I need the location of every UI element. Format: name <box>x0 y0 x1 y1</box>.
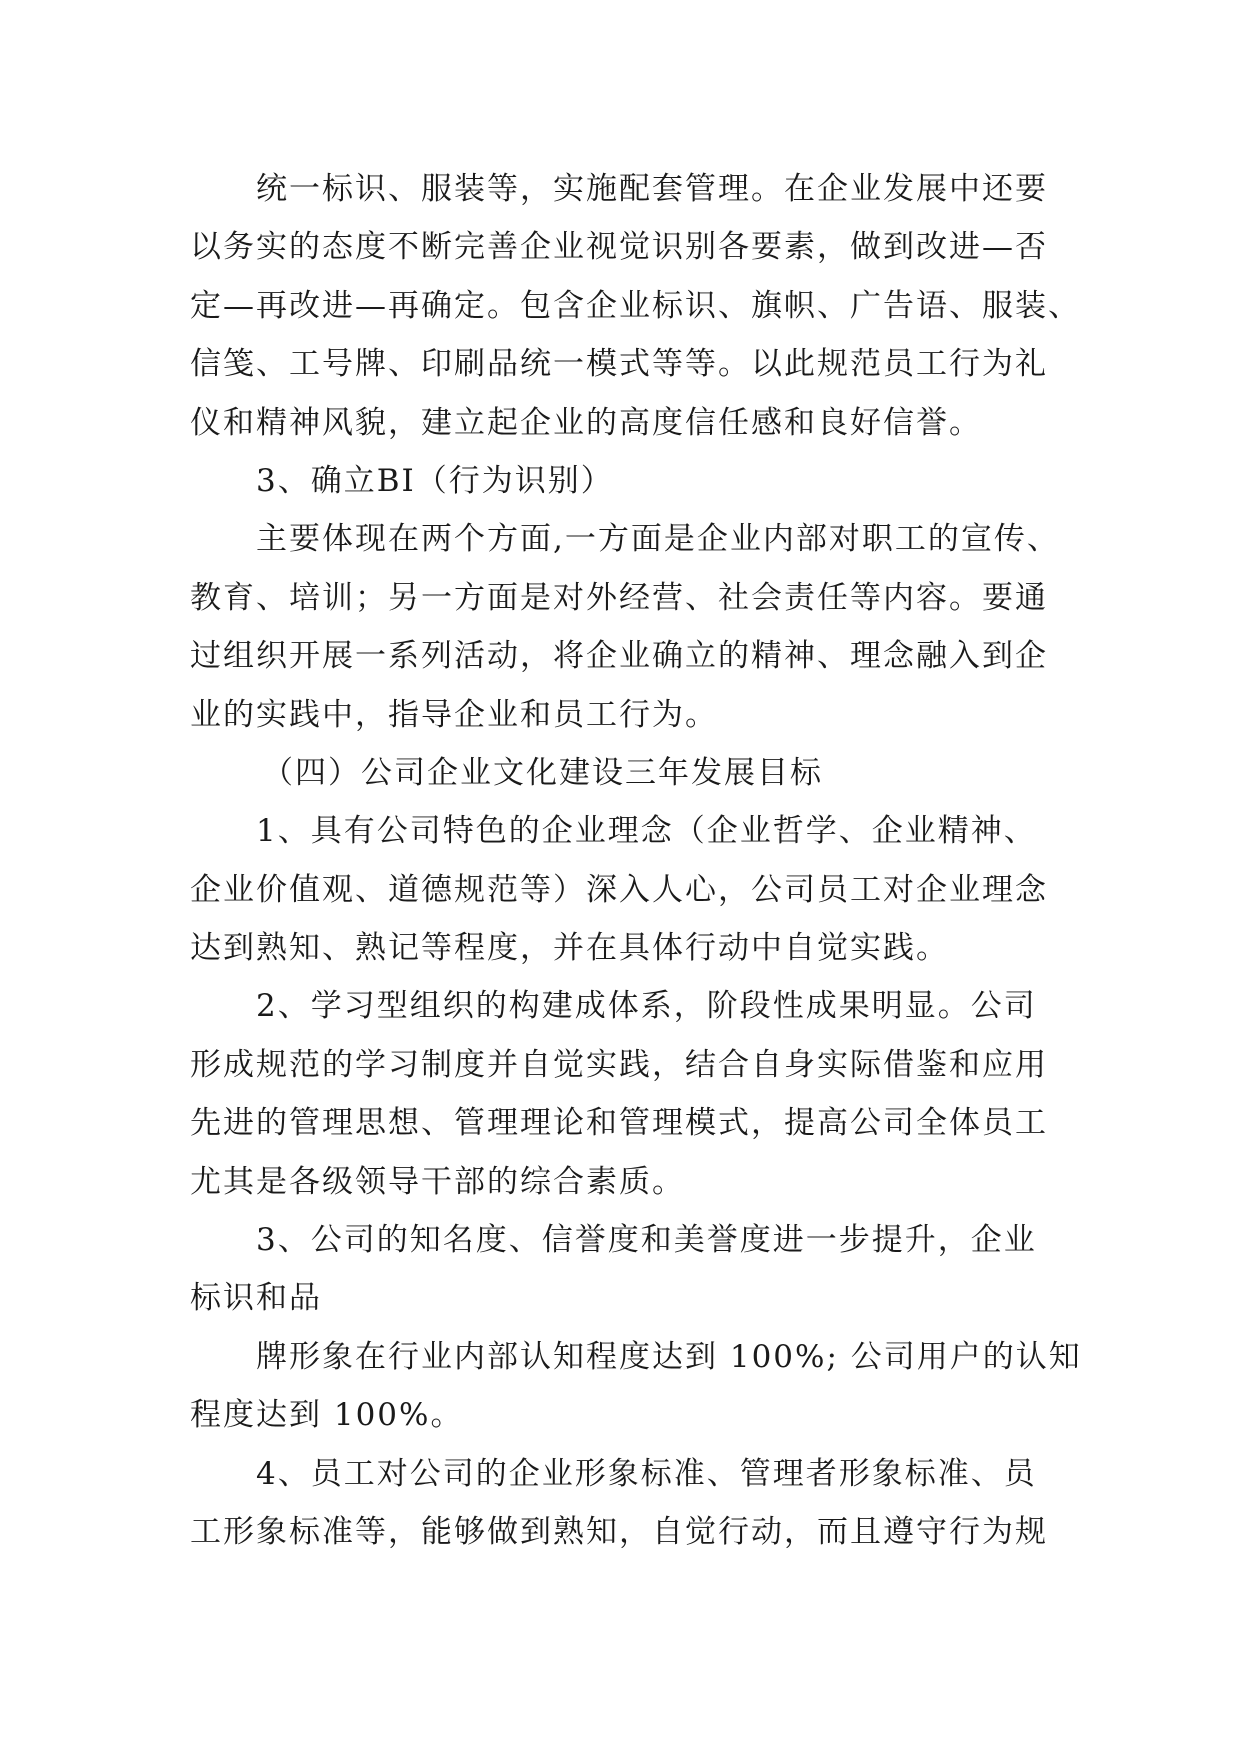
paragraph-line: 统一标识、服装等，实施配套管理。在企业发展中还要 <box>256 171 1048 207</box>
paragraph-line: 企业价值观、道德规范等）深入人心，公司员工对企业理念 <box>190 871 1048 908</box>
paragraph-line: 过组织开展一系列活动，将企业确立的精神、理念融入到企 <box>190 638 1048 675</box>
paragraph-line: 牌形象在行业内部认知程度达到 100%; 公司用户的认知 <box>256 1338 1082 1375</box>
document-body <box>190 160 1082 1561</box>
paragraph-line: 程度达到 100%。 <box>190 1397 464 1434</box>
paragraph-line: 信笺、工号牌、印刷品统一模式等等。以此规范员工行为礼 <box>190 346 1048 383</box>
paragraph-line: 尤其是各级领导干部的综合素质。 <box>190 1163 685 1200</box>
section-heading: （四）公司企业文化建设三年发展目标 <box>262 754 823 791</box>
paragraph-line: 仪和精神风貌，建立起企业的高度信任感和良好信誉。 <box>190 404 982 441</box>
paragraph-line: 业的实践中，指导企业和员工行为。 <box>190 696 718 733</box>
paragraph-line: 先进的管理思想、管理理论和管理模式，提高公司全体员工 <box>190 1105 1048 1142</box>
paragraph-line: 3、公司的知名度、信誉度和美誉度进一步提升，企业 <box>256 1222 1037 1259</box>
paragraph-line: 达到熟知、熟记等程度，并在具体行动中自觉实践。 <box>190 930 949 967</box>
section-heading: 3、确立BI（行为识别） <box>256 462 614 499</box>
paragraph-line: 定—再改进—再确定。包含企业标识、旗帜、广告语、服装、 <box>190 287 1081 324</box>
paragraph-line: 工形象标准等，能够做到熟知，自觉行动，而且遵守行为规 <box>190 1513 1048 1550</box>
paragraph-line: 形成规范的学习制度并自觉实践，结合自身实际借鉴和应用 <box>190 1046 1048 1083</box>
paragraph-line: 4、员工对公司的企业形象标准、管理者形象标准、员 <box>256 1455 1037 1492</box>
paragraph-line: 标识和品 <box>190 1280 322 1317</box>
paragraph-line: 2、学习型组织的构建成体系，阶段性成果明显。公司 <box>256 988 1037 1025</box>
paragraph-line: 主要体现在两个方面,一方面是企业内部对职工的宣传、 <box>256 521 1060 558</box>
paragraph-line: 教育、培训；另一方面是对外经营、社会责任等内容。要通 <box>190 579 1048 616</box>
paragraph-line: 1、具有公司特色的企业理念（企业哲学、企业精神、 <box>256 813 1037 850</box>
paragraph-line: 以务实的态度不断完善企业视觉识别各要素，做到改进—否 <box>190 229 1048 266</box>
